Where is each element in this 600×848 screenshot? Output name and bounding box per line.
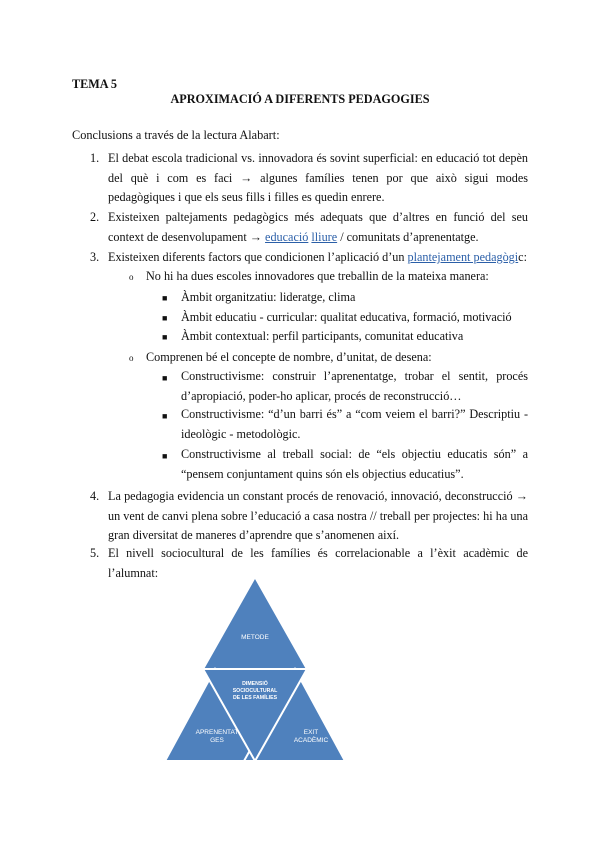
item-3-number: 3. (90, 250, 100, 264)
label-left-line1: APRENENTAT (195, 729, 239, 736)
item-4-text: La pedagogia evidencia un constant procés de renovació, innovació, deconstrucció → un vent de canvi plena sobre l’educació a casa nostra // treball per projectes: hi ha una gran diversitat de maneres d’aprendre que s’anomenen així. (108, 489, 528, 542)
square-bullet: ■ (162, 332, 168, 342)
label-center-line1: DIMENSIÓ (242, 681, 268, 687)
subitem-2-text: Comprenen bé el concepte de nombre, d’unitat, de desena: (146, 350, 432, 364)
square-bullet: ■ (162, 293, 168, 303)
square-bullet: ■ (162, 373, 168, 383)
item-5-number: 5. (90, 546, 100, 560)
square-bullet: ■ (162, 313, 168, 323)
intro-text: Conclusions a través de la lectura Alabart: (72, 128, 280, 142)
item-3-text: Existeixen diferents factors que condicionen l’aplicació d’un plantejament pedagògic: (108, 250, 527, 264)
label-left-line2: GES (210, 737, 224, 744)
item-1-text: El debat escola tradicional vs. innovadora és sovint superficial: en educació tot depèn del què i com es faci → algunes famílies tenen por que això sigui modes pedagògiques i que els seus fills i filles es quedin enrere. (108, 151, 528, 204)
item-1-number: 1. (90, 151, 100, 165)
square-bullet: ■ (162, 451, 168, 461)
point-constructivisme-3: Constructivisme al treball social: de “els objectiu educatis són” a “pensem conjuntament quins són els objectius educatius”. (181, 447, 528, 481)
pyramid-diagram (165, 575, 345, 763)
triangle-metode (203, 577, 307, 669)
point-contextual: Àmbit contextual: perfil participants, comunitat educativa (181, 329, 464, 343)
topic-label: TEMA 5 (72, 77, 118, 91)
label-metode: METODE (241, 634, 269, 641)
item-4-number: 4. (90, 489, 100, 503)
circle-bullet: o (129, 272, 134, 282)
label-right-line1: EXIT (303, 729, 319, 736)
item-2-text: Existeixen paltejaments pedagògics més adequats que d’altres en funció del seu context de desenvolupament → educació lliure / comunitats d’aprenentatge. (108, 210, 528, 244)
label-center-line2: SOCIOCULTURAL (232, 688, 278, 694)
subitem-1-text: No hi ha dues escoles innovadores que treballin de la mateixa manera: (146, 269, 489, 283)
point-educatiu: Àmbit educatiu - curricular: qualitat educativa, formació, motivació (181, 310, 512, 324)
link-lliure[interactable]: lliure (311, 229, 338, 244)
point-constructivisme-1: Constructivisme: construir l’aprenentatge, trobar el sentit, procés d’apropiació, poder-ho aplicar, procés de reconstrucció… (181, 369, 528, 403)
label-right-line2: ACADÈMIC (293, 737, 329, 744)
label-center-line3: DE LES FAMÍLIES (232, 695, 278, 701)
item-2-number: 2. (90, 210, 100, 224)
point-organitzatiu: Àmbit organitzatiu: lideratge, clima (181, 290, 356, 304)
point-constructivisme-2: Constructivisme: “d’un barri és” a “com veiem el barri?” Descriptiu - ideològic - metodològic. (181, 407, 528, 441)
link-educacio[interactable]: educació (265, 229, 309, 244)
item-5-text: El nivell sociocultural de les famílies és correlacionable a l’èxit acadèmic de l’alumnat: (108, 546, 528, 580)
circle-bullet: o (129, 353, 134, 363)
link-plantejament-pedagogic[interactable]: plantejament pedagògi (407, 250, 519, 264)
square-bullet: ■ (162, 411, 168, 421)
document-title: APROXIMACIÓ A DIFERENTS PEDAGOGIES (170, 92, 430, 106)
